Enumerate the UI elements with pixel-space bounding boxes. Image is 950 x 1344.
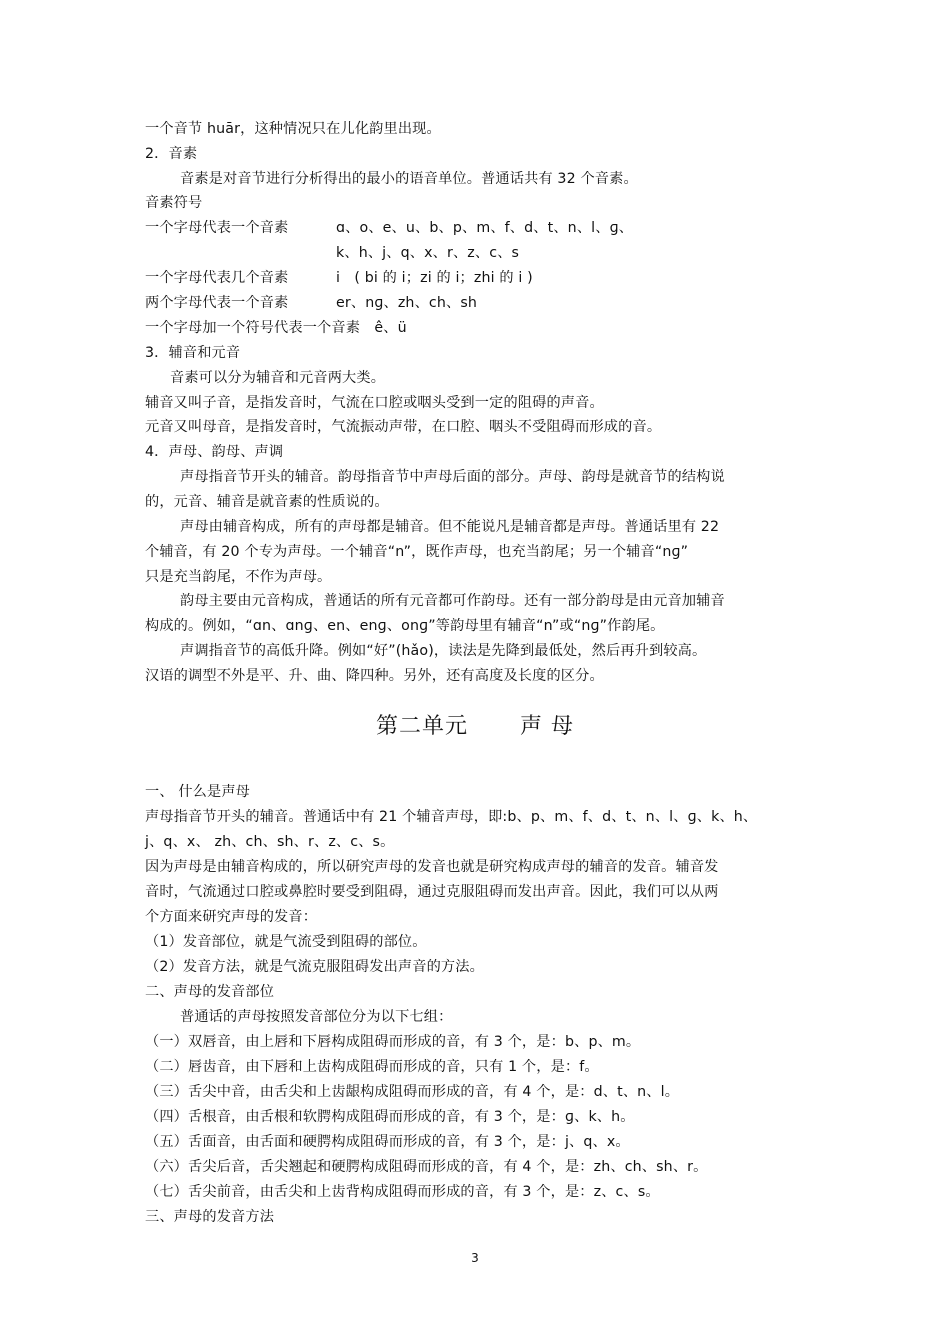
paragraph-line: 汉语的调型不外是平、升、曲、降四种。另外，还有高度及长度的区分。 bbox=[145, 668, 604, 684]
text-line: 一个音节 huār，这种情况只在儿化韵里出现。 bbox=[145, 121, 441, 137]
paragraph-line: 构成的。例如，“ɑn、ɑnɡ、en、enɡ、onɡ”等韵母里有辅音“n”或“nɡ”作韵尾。 bbox=[145, 618, 665, 634]
paragraph-line: 声母指音节开头的辅音。韵母指音节中声母后面的部分。声母、韵母是就音节的结构说 bbox=[180, 469, 725, 485]
paragraph-line: 个辅音，有 20 个专为声母。一个辅音“n”，既作声母，也充当韵尾；另一个辅音“nɡ” bbox=[145, 544, 689, 560]
section-heading: 2．音素 bbox=[145, 146, 198, 162]
unit-title-name: 声 母 bbox=[520, 714, 574, 739]
list-item: （1）发音部位，就是气流受到阻碍的部位。 bbox=[145, 934, 427, 950]
paragraph-line: 音时，气流通过口腔或鼻腔时要受到阻碍，通过克服阻碍而发出声音。因此，我们可以从两 bbox=[145, 884, 719, 900]
unit-title bbox=[0, 712, 950, 742]
paragraph-line: 元音又叫母音，是指发音时，气流振动声带，在口腔、咽头不受阻碍而形成的音。 bbox=[145, 419, 662, 435]
paragraph-line: 因为声母是由辅音构成的，所以研究声母的发音也就是研究构成声母的辅音的发音。辅音发 bbox=[145, 859, 719, 875]
paragraph-line: 声母指音节开头的辅音。普通话中有 21 个辅音声母，即:b、p、m、f、d、t、n、l、ɡ、k、h、 bbox=[145, 809, 758, 825]
symbol-row-label: 两个字母代表一个音素 bbox=[145, 295, 289, 311]
list-item: （三）舌尖中音，由舌尖和上齿龈构成阻碍而形成的音，有 4 个，是：d、t、n、l。 bbox=[145, 1084, 680, 1100]
list-item: （七）舌尖前音，由舌尖和上齿背构成阻碍而形成的音，有 3 个，是：z、c、s。 bbox=[145, 1184, 660, 1200]
symbol-row-value: ɑ、o、e、u、b、p、m、f、d、t、n、l、ɡ、 bbox=[336, 220, 634, 236]
symbol-row: 一个字母加一个符号代表一个音素 ê、ü bbox=[145, 320, 407, 336]
symbol-row-value: er、nɡ、zh、ch、sh bbox=[336, 295, 478, 311]
list-item: （二）唇齿音，由下唇和上齿构成阻碍而形成的音，只有 1 个，是：f。 bbox=[145, 1059, 599, 1075]
section-heading: 3．辅音和元音 bbox=[145, 345, 241, 361]
paragraph-line: 声调指音节的高低升降。例如“好”(hǎo)，读法是先降到最低处，然后再升到较高。 bbox=[180, 643, 707, 659]
list-item: （四）舌根音，由舌根和软腭构成阻碍而形成的音，有 3 个，是：ɡ、k、h。 bbox=[145, 1109, 635, 1125]
section-heading: 二、声母的发音部位 bbox=[145, 984, 275, 1000]
section-heading: 4．声母、韵母、声调 bbox=[145, 444, 284, 460]
paragraph-line: 普通话的声母按照发音部位分为以下七组： bbox=[180, 1009, 453, 1025]
paragraph-line: 的，元音、辅音是就音素的性质说的。 bbox=[145, 494, 389, 510]
paragraph-line: 韵母主要由元音构成，普通话的所有元音都可作韵母。还有一部分韵母是由元音加辅音 bbox=[180, 593, 725, 609]
paragraph-line: 音素是对音节进行分析得出的最小的语音单位。普通话共有 32 个音素。 bbox=[180, 171, 638, 187]
list-item: （五）舌面音，由舌面和硬腭构成阻碍而形成的音，有 3 个，是：j、q、x。 bbox=[145, 1134, 630, 1150]
paragraph-line: 音素可以分为辅音和元音两大类。 bbox=[170, 370, 386, 386]
paragraph-line: 只是充当韵尾，不作为声母。 bbox=[145, 569, 332, 585]
symbol-row-label: 一个字母代表一个音素 bbox=[145, 220, 289, 236]
list-item: （六）舌尖后音，舌尖翘起和硬腭构成阻碍而形成的音，有 4 个，是：zh、ch、sh、r。 bbox=[145, 1159, 708, 1175]
paragraph-line: j、q、x、 zh、ch、sh、r、z、c、s。 bbox=[145, 834, 395, 850]
paragraph-line: 辅音又叫子音，是指发音时，气流在口腔或咽头受到一定的阻碍的声音。 bbox=[145, 395, 604, 411]
section-heading: 一、 什么是声母 bbox=[145, 784, 251, 800]
unit-title-number: 第二单元 bbox=[375, 714, 468, 739]
list-item: （2）发音方法，就是气流克服阻碍发出声音的方法。 bbox=[145, 959, 484, 975]
page-number: 3 bbox=[471, 1251, 479, 1265]
section-heading: 三、声母的发音方法 bbox=[145, 1209, 275, 1225]
symbol-row-label: 一个字母代表几个音素 bbox=[145, 270, 289, 286]
symbol-row-value: i ( bi 的 i；zi 的 i；zhi 的 i ) bbox=[336, 270, 533, 286]
paragraph-line: 声母由辅音构成，所有的声母都是辅音。但不能说凡是辅音都是声母。普通话里有 22 bbox=[180, 519, 720, 535]
paragraph-line: 个方面来研究声母的发音： bbox=[145, 909, 318, 925]
text-line: 音素符号 bbox=[145, 195, 203, 211]
list-item: （一）双唇音，由上唇和下唇构成阻碍而形成的音，有 3 个，是：b、p、m。 bbox=[145, 1034, 641, 1050]
symbol-row-value: k、h、j、q、x、r、z、c、s bbox=[336, 245, 520, 261]
